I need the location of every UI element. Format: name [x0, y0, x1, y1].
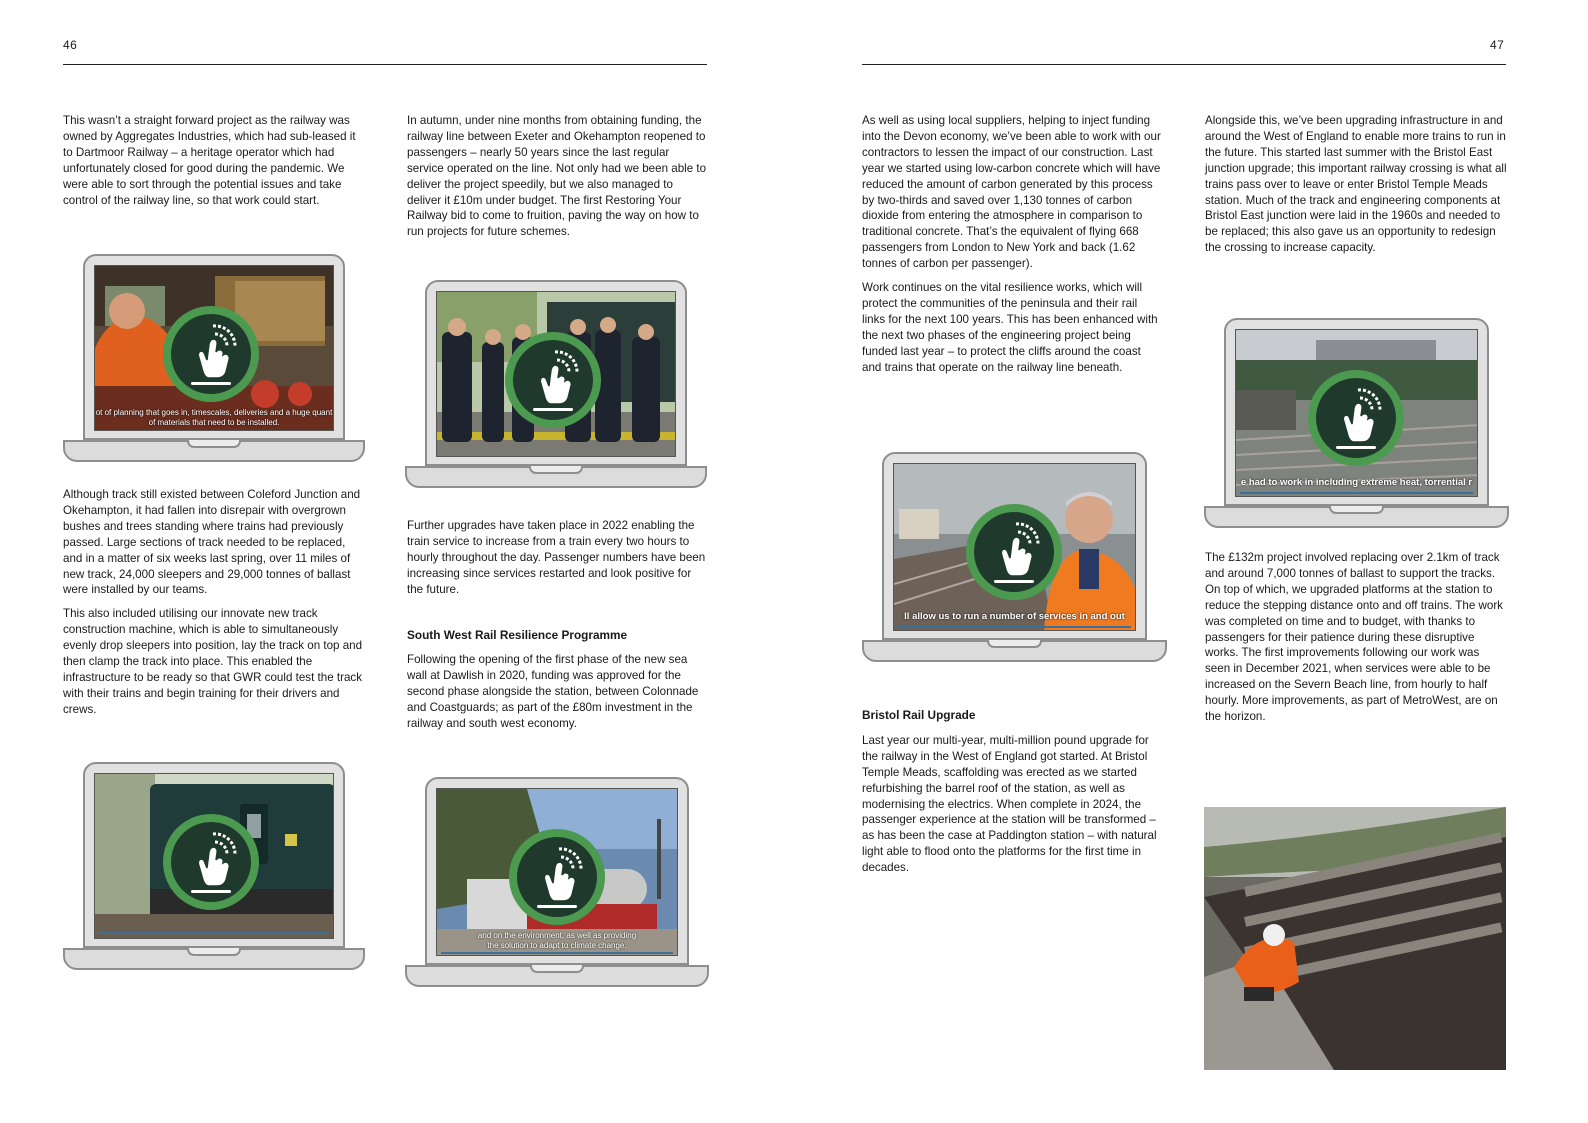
paragraph: As well as using local suppliers, helping to inject funding into the Devon economy, we’ve been able to work with our contractors to lessen the impact of our construction. Last year we started using low-carbon concrete which will have reduced the amount of carbon generated by this process by two-thirds and saved over 1,130 tonnes of carbon dioxide from entering the atmosphere in comparison to traditional concrete. That’s the equivalent of flying 668 passengers from London to New York and back (1.62 tonnes of carbon per passenger). [862, 114, 1161, 271]
paragraph: The £132m project involved replacing over 2.1km of track and around 7,000 tonnes of ballast to support the tracks. On top of which, we upgraded platforms at the station to reduce the stepping distance onto and off trains. The work was completed on time and to budget, with thanks to passengers for their patience during these disruptive works. The first improvements following our work was seen in December 2021, when services were able to be increased on the Severn Beach line, from hourly to half hourly. More improvements, as part of MetroWest, are on the horizon. [1205, 551, 1503, 724]
paragraph: Alongside this, we’ve been upgrading infrastructure in and around the West of England to enable more trains to run in the future. This started last summer with the Bristol East junction upgrade; this important railway crossing is what all trains pass over to leave or enter Bristol Temple Meads station. Much of the track and engineering components at Bristol East junction were laid in the 1960s and needed to be replaced; this also gave us an opportunity to redesign the crossing to increase capacity. [1205, 114, 1507, 255]
video-subtitle: ll allow us to run a number of services in and out [904, 611, 1125, 622]
video-laptop-4[interactable] [405, 777, 709, 987]
video-laptop-3[interactable] [405, 280, 707, 488]
video-laptop-1[interactable] [63, 254, 365, 462]
video-subtitle: and on the environment, as well as providing [477, 931, 637, 940]
paragraph: Work continues on the vital resilience works, which will protect the communities of the peninsula and their rail links for the next 100 years. This has been enhanced with the next two phases of the engineering project being funded last year – to protect the cliffs around the coast and trains that operate on the railway line beneath. [862, 281, 1158, 374]
video-subtitle: the solution to adapt to climate change. [487, 941, 627, 950]
tap-hand-icon [505, 332, 601, 428]
video-subtitle: ot of planning that goes in, timescales, deliveries and a huge quant [95, 408, 333, 417]
video-progress-bar [1240, 492, 1473, 494]
play-button[interactable] [966, 504, 1062, 600]
tap-hand-icon [966, 504, 1062, 600]
play-button[interactable] [1308, 370, 1404, 466]
video-progress-bar [441, 952, 673, 954]
play-button[interactable] [163, 306, 259, 402]
play-button[interactable] [163, 814, 259, 910]
column-2-middle [407, 518, 707, 740]
video-subtitle: of materials that need to be installed. [148, 418, 280, 427]
paragraph: Last year our multi-year, multi-million pound upgrade for the railway in the West of England got started. At Bristol Temple Meads, scaffolding was erected as we started refurbishing the barrel roof of the station, as well as modernising the electrics. When complete in 2024, the passenger experience at the station will be transformed – as has been the case at Paddington station – with natural light able to flood onto the platforms for the first time in decades. [862, 733, 1157, 875]
video-laptop-6[interactable] [1204, 318, 1509, 528]
video-laptop-5[interactable] [862, 452, 1167, 662]
tap-hand-icon [163, 814, 259, 910]
section-heading: South West Rail Resilience Programme [407, 627, 628, 642]
paragraph: Although track still existed between Coleford Junction and Okehampton, it had fallen into disrepair with overgrown bushes and trees standing where trains had previously passed. Large sections of track needed to be replaced, and in a matter of six weeks last spring, over 11 miles of new track, 24,000 sleepers and 29,000 tonnes of ballast were installed by our teams. [63, 488, 361, 597]
column-3-top [862, 113, 1162, 384]
video-laptop-2[interactable] [63, 762, 365, 970]
divider-left [63, 64, 707, 65]
video-subtitle: e had to work in including extreme heat, torrential r [1240, 477, 1473, 488]
page-number-left: 46 [63, 38, 78, 52]
paragraph: This also included utilising our innovate new track construction machine, which is able to simultaneously evenly drop sleepers into position, lay the track on top and then clamp the track into place. This enabled the infrastructure to be ready so that GWR could test the track with their trains and begin training for their drivers and crews. [63, 607, 363, 716]
tap-hand-icon [163, 306, 259, 402]
column-1-middle [63, 487, 363, 726]
page-number-right: 47 [1490, 38, 1505, 52]
divider-right [862, 64, 1506, 65]
column-4-top [1205, 113, 1507, 264]
tap-hand-icon [509, 829, 605, 925]
paragraph: In autumn, under nine months from obtaining funding, the railway line between Exeter and Okehampton reopened to passengers – nearly 50 years since the last regular service operated on the line. Not only had we been able to deliver the project speedily, but we also managed to deliver it £10m under budget. The first Restoring Your Railway bid to come to fruition, paving the way on how to run projects for future schemes. [407, 114, 707, 239]
play-button[interactable] [505, 332, 601, 428]
column-4-middle [1205, 550, 1507, 733]
section-heading: Bristol Rail Upgrade [862, 708, 976, 722]
video-progress-bar [898, 626, 1131, 628]
column-3-bottom [862, 708, 1162, 884]
play-button[interactable] [509, 829, 605, 925]
tap-hand-icon [1308, 370, 1404, 466]
paragraph: Further upgrades have taken place in 2022 enabling the train service to increase from a train every two hours to hourly throughout the day. Passenger numbers have been increasing since services restarted and look positive for the future. [407, 519, 706, 596]
paragraph: This wasn’t a straight forward project as the railway was owned by Aggregates Industries, which had sub-leased it to Dartmoor Railway – a heritage operator which had unfortunately closed for good during the pandemic. We were able to sort through the potential issues and take control of the railway line, so that work could start. [63, 114, 356, 207]
track-construction-photo [1204, 807, 1506, 1070]
column-2-top [407, 113, 707, 248]
video-progress-bar [99, 932, 329, 934]
paragraph: Following the opening of the first phase of the new sea wall at Dawlish in 2020, funding was approved for the second phase alongside the station, between Colonnade and Coastguards; as part of the £80m investment in the railway and south west economy. [407, 653, 699, 731]
column-1-top [63, 113, 363, 216]
